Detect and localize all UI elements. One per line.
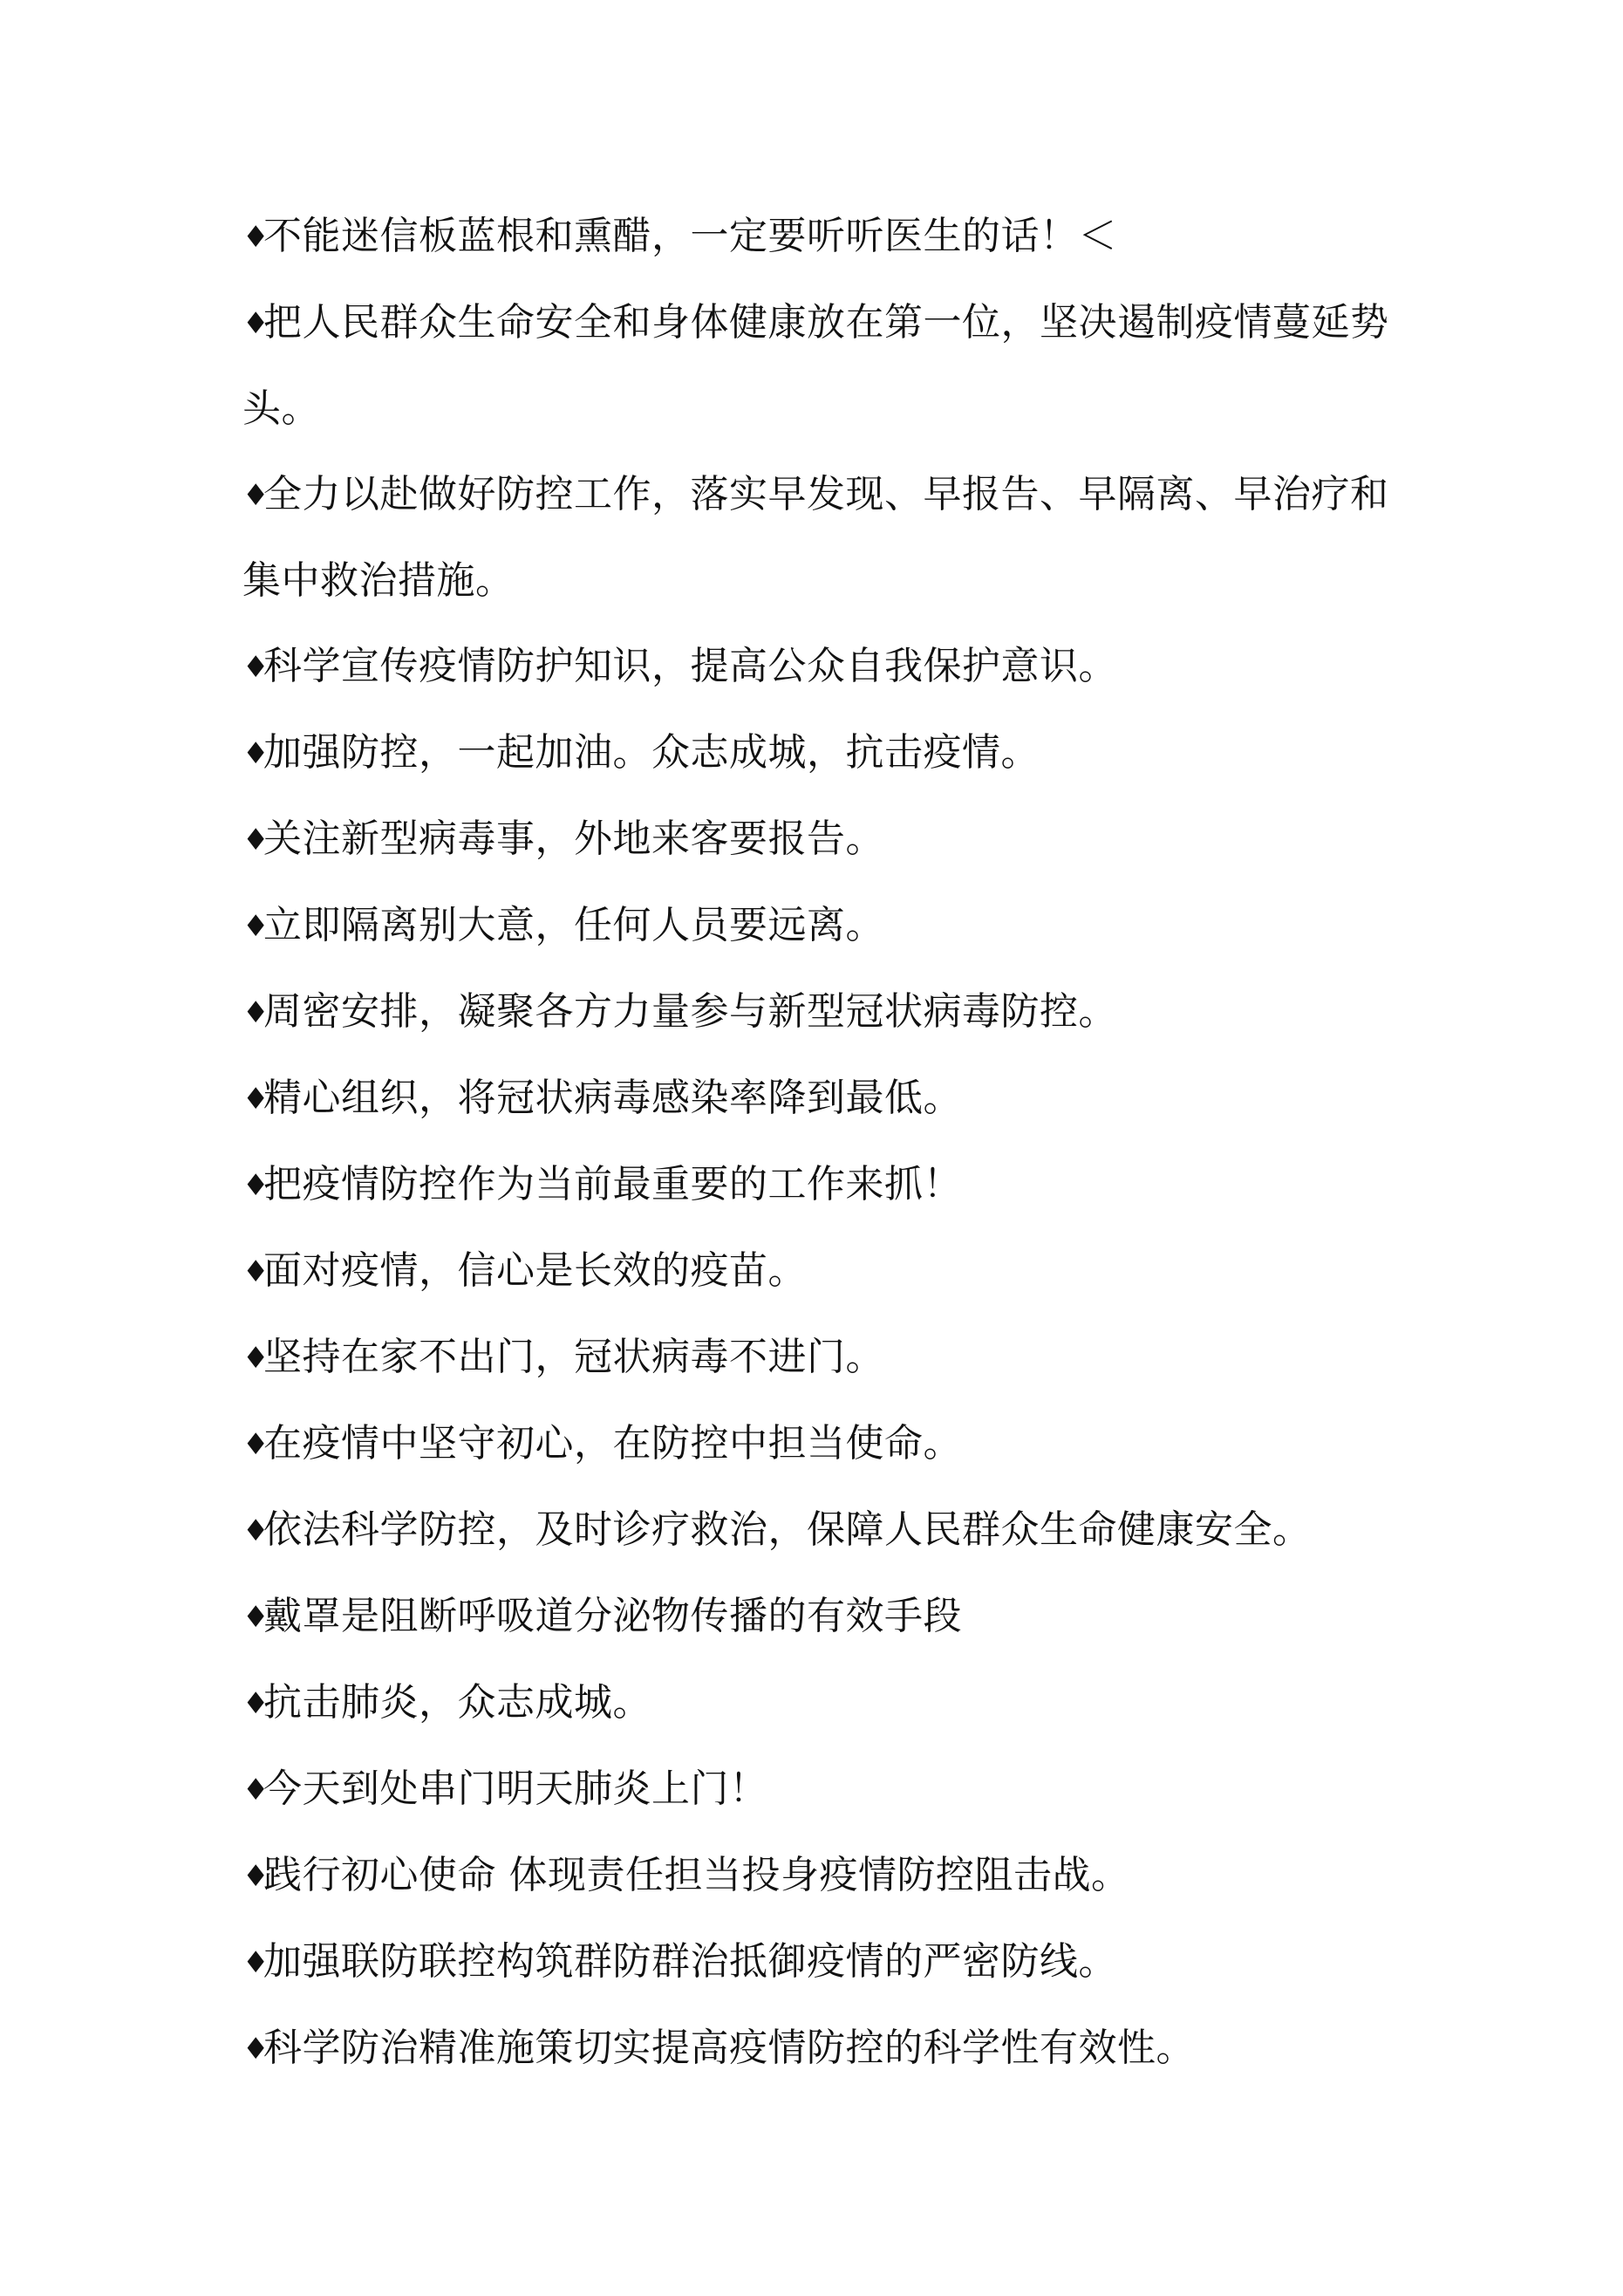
diamond-bullet-icon: ♦ — [242, 306, 269, 341]
list-item — [242, 1487, 1402, 1574]
list-item — [242, 1833, 1402, 1919]
list-item-text: 践行初心使命 体现责任担当投身疫情防控阻击战。 — [263, 1853, 1130, 1897]
diamond-bullet-icon: ♦ — [242, 1686, 269, 1721]
list-item — [242, 452, 1402, 624]
list-item-text: 在疫情中坚守初心，在防控中担当使命。 — [263, 1421, 962, 1466]
diamond-bullet-icon: ♦ — [242, 1427, 269, 1462]
list-item — [242, 280, 1402, 452]
diamond-bullet-icon: ♦ — [242, 1168, 269, 1203]
diamond-bullet-icon: ♦ — [242, 2032, 269, 2067]
list-item — [242, 1660, 1402, 1746]
list-item-text: 加强防控，一起加油。众志成城，抗击疫情。 — [263, 730, 1040, 775]
diamond-bullet-icon: ♦ — [242, 650, 269, 685]
list-item — [242, 969, 1402, 1056]
list-item-text: 关注新型病毒事，外地来客要报告。 — [263, 817, 884, 861]
diamond-bullet-icon: ♦ — [242, 1254, 269, 1289]
diamond-bullet-icon: ♦ — [242, 1514, 269, 1548]
list-item-text: 立即隔离别大意，任何人员要远离。 — [263, 903, 884, 947]
list-item-text: 科学宣传疫情防护知识，提高公众自我保护意识。 — [263, 644, 1117, 688]
diamond-bullet-icon: ♦ — [242, 220, 269, 255]
diamond-bullet-icon: ♦ — [242, 1773, 269, 1807]
diamond-bullet-icon: ♦ — [242, 1082, 269, 1117]
list-item — [242, 1401, 1402, 1487]
list-item — [242, 624, 1402, 710]
list-item — [242, 1746, 1402, 1833]
list-item-text: 戴罩是阻断呼吸道分泌物传播的有效手段 — [263, 1594, 962, 1638]
diamond-bullet-icon: ♦ — [242, 995, 269, 1030]
diamond-bullet-icon: ♦ — [242, 1945, 269, 1980]
list-item — [242, 796, 1402, 883]
diamond-bullet-icon: ♦ — [242, 909, 269, 944]
diamond-bullet-icon: ♦ — [242, 478, 269, 513]
slogan-list — [242, 194, 1402, 2092]
list-item — [242, 1056, 1402, 1142]
diamond-bullet-icon: ♦ — [242, 1859, 269, 1894]
list-item — [242, 1574, 1402, 1660]
list-item — [242, 710, 1402, 796]
list-item-text: 加强联防联控构筑群防群治抵御疫情的严密防线。 — [263, 1939, 1117, 1984]
list-item-text: 坚持在家不出门，冠状病毒不进门。 — [263, 1335, 884, 1379]
list-item-text: 今天到处串门明天肺炎上门！ — [263, 1766, 768, 1811]
list-item-text: 全力以赴做好防控工作，落实早发现、早报告、早隔离、早治疗和集中救治措施。 — [242, 472, 1389, 603]
list-item-text: 抗击肺炎，众志成城。 — [263, 1680, 651, 1725]
list-item — [242, 2006, 1402, 2092]
diamond-bullet-icon: ♦ — [242, 1600, 269, 1635]
list-item-text: 依法科学防控，及时诊疗救治，保障人民群众生命健康安全。 — [263, 1507, 1312, 1552]
list-item-text: 把疫情防控作为当前最重要的工作来抓！ — [263, 1162, 962, 1206]
list-item — [242, 883, 1402, 969]
list-item-text: 面对疫情，信心是长效的疫苗。 — [263, 1248, 807, 1293]
diamond-bullet-icon: ♦ — [242, 823, 269, 858]
list-item — [242, 194, 1402, 280]
list-item-text: 不能迷信板蓝根和熏醋，一定要听听医生的话！＜ — [263, 214, 1117, 258]
list-item-text: 把人民群众生命安全和身体健康放在第一位，坚决遏制疫情蔓延势头。 — [242, 300, 1389, 431]
diamond-bullet-icon: ♦ — [242, 736, 269, 771]
list-item — [242, 1228, 1402, 1315]
list-item — [242, 1142, 1402, 1228]
list-item-text: 周密安排，凝聚各方力量参与新型冠状病毒防控。 — [263, 989, 1117, 1034]
list-item — [242, 1919, 1402, 2006]
list-item — [242, 1315, 1402, 1401]
list-item-text: 科学防治精准施策切实提高疫情防控的科学性有效性。 — [263, 2026, 1195, 2070]
list-item-text: 精心组织，将冠状病毒感染率降到最低。 — [263, 1076, 962, 1120]
diamond-bullet-icon: ♦ — [242, 1341, 269, 1376]
